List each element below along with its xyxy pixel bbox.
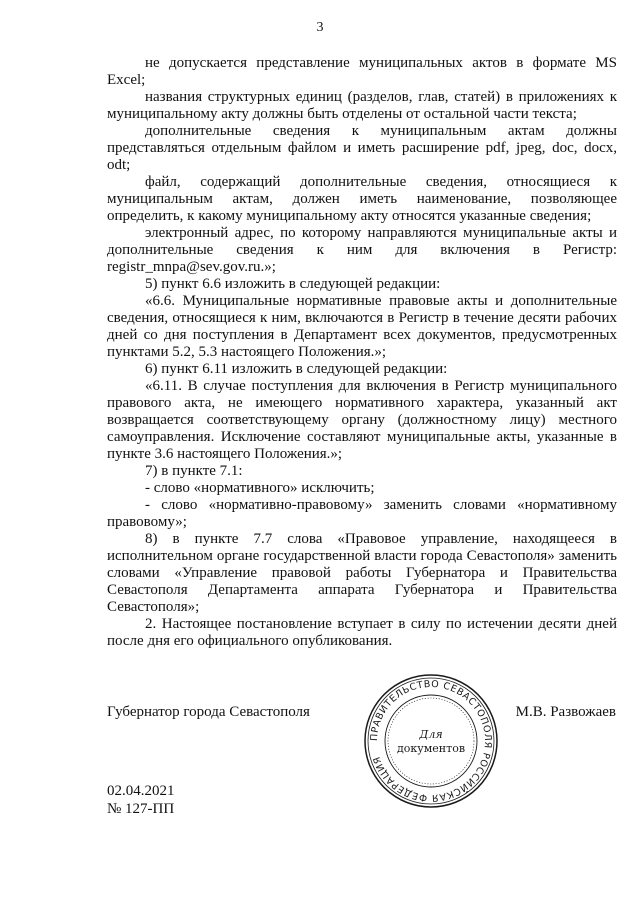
paragraph: 5) пункт 6.6 изложить в следующей редакции: <box>145 276 441 292</box>
paragraph: 8) в пункте 7.7 слова «Правовое управление, находящееся в исполнительном органе государственной власти города Севастополя» заменить словами «Управление правовой работы Губернатора и Правительства Севастополя Департамента аппарата Губернатора и Правительства Севастополя»; <box>107 531 617 615</box>
paragraph: 6) пункт 6.11 изложить в следующей редакции: <box>145 361 448 377</box>
paragraph: - слово «нормативного» исключить; <box>145 480 375 496</box>
signature-name: М.В. Развожаев <box>515 704 616 720</box>
document-date: 02.04.2021 <box>107 783 175 799</box>
document-number: № 127-ПП <box>107 801 175 817</box>
paragraph: - слово «нормативно-правовому» заменить словами «нормативному правовому»; <box>107 497 617 530</box>
paragraph: 7) в пункте 7.1: <box>145 463 243 479</box>
paragraph: электронный адрес, по которому направляются муниципальные акты и дополнительные сведения к ним для включения в Регистр: registr_mnpa@sev.gov.ru.»; <box>107 225 617 275</box>
paragraph: названия структурных единиц (разделов, глав, статей) в приложениях к муниципальному акту должны быть отделены от остальной части текста; <box>107 89 617 122</box>
paragraph: дополнительные сведения к муниципальным актам должны представляться отдельным файлом и иметь расширение pdf, jpeg, doc, docx, odt; <box>107 123 617 173</box>
signature-title: Губернатор города Севастополя <box>107 704 310 720</box>
paragraph: «6.11. В случае поступления для включения в Регистр муниципального правового акта, не имеющего нормативного характера, указанный акт возвращается соответствующему органу (должностному лицу) местного самоуправления. Исключение составляют муниципальные акты, указанные в пункте 3.6 настоящего Положения.»; <box>107 378 617 462</box>
seal-center-line2: документов <box>396 742 466 755</box>
seal-outer-text: ПРАВИТЕЛЬСТВО СЕВАСТОПОЛЯ РОССИЙСКАЯ ФЕДЕРАЦИЯ <box>368 678 494 804</box>
seal-center-line1: Для <box>419 728 443 741</box>
page-number: 3 <box>316 20 324 35</box>
paragraph: не допускается представление муниципальных актов в формате MS Excel; <box>107 55 617 88</box>
document-date-block <box>107 782 175 818</box>
paragraph: файл, содержащий дополнительные сведения, относящиеся к муниципальным актам, должен иметь наименование, позволяющее определить, к какому муниципальному акту относятся указанные сведения; <box>107 174 617 224</box>
paragraph: «6.6. Муниципальные нормативные правовые акты и дополнительные сведения, относящиеся к ним, включаются в Регистр в течение десяти рабочих дней со дня поступления в Департамент всех документов, предусмотренных пунктами 5.2, 5.3 настоящего Положения.»; <box>107 293 617 360</box>
document-body <box>107 55 617 650</box>
official-seal <box>362 672 500 810</box>
paragraph: 2. Настоящее постановление вступает в силу по истечении десяти дней после дня его официального опубликования. <box>107 616 617 649</box>
